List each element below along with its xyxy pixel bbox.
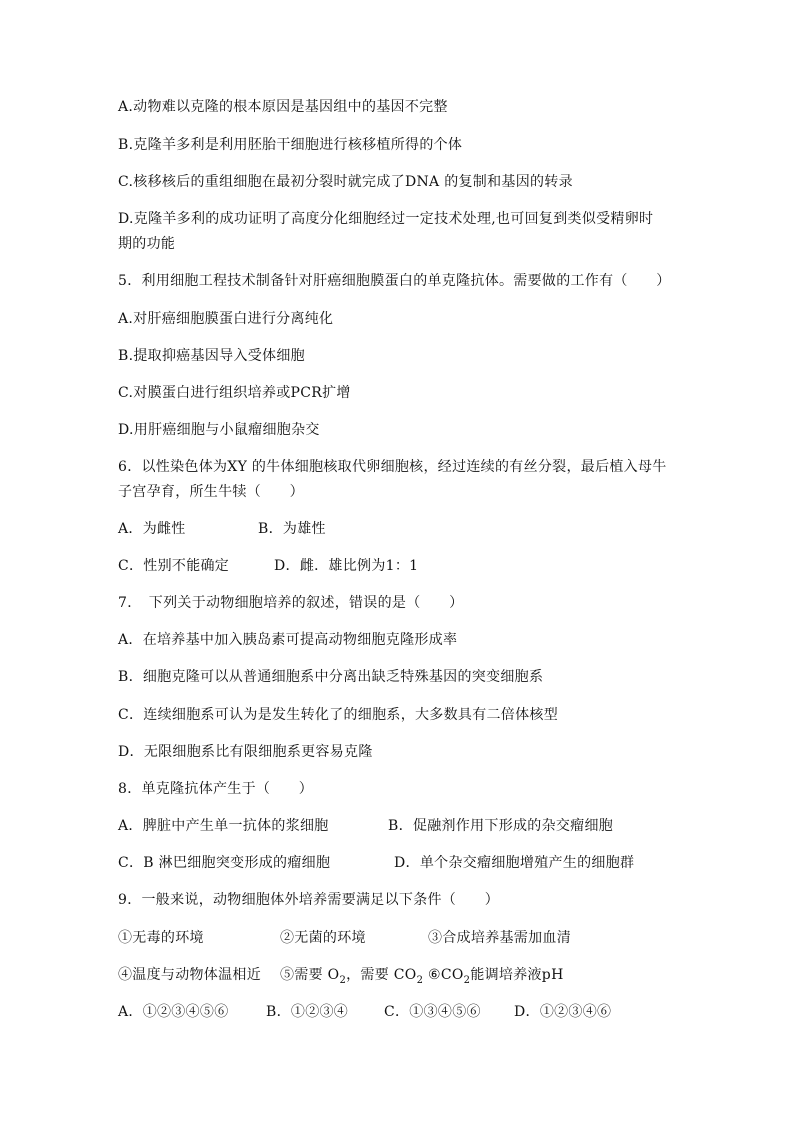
q9-c5-mid: ，需要 CO xyxy=(346,967,417,983)
q4-option-c: C.核移核后的重组细胞在最初分裂时就完成了DNA 的复制和基因的转录 xyxy=(118,174,573,190)
q4-option-b: B.克隆羊多利是利用胚胎干细胞进行核移植所得的个体 xyxy=(118,137,463,153)
q9-c5-sub: 2 xyxy=(339,974,347,986)
q7-option-a: A．在培养基中加入胰岛素可提高动物细胞克隆形成率 xyxy=(118,632,458,648)
q9-option-c: C．①③④⑤⑥ xyxy=(384,1004,481,1020)
q7-option-d: D．无限细胞系比有限细胞系更容易克隆 xyxy=(118,744,373,760)
q9-c6-post: 能调培养液pH xyxy=(470,967,564,983)
q8-option-a: A．脾脏中产生单一抗体的浆细胞 xyxy=(118,818,329,834)
q6-stem-line1: 6．以性染色体为XY 的牛体细胞核取代卵细胞核，经过连续的有丝分裂，最后植入母牛 xyxy=(118,459,667,475)
q8-stem: 8．单克隆抗体产生于（ ） xyxy=(118,781,314,797)
q9-c6-sub: 2 xyxy=(463,974,471,986)
q7-option-c: C．连续细胞系可认为是发生转化了的细胞系，大多数具有二倍体核型 xyxy=(118,707,559,723)
q9-option-a: A．①②③④⑤⑥ xyxy=(118,1004,229,1020)
q6-option-a: A．为雌性 xyxy=(118,521,186,537)
q9-condition-3: ③合成培养基需加血清 xyxy=(428,930,571,946)
q8-option-b: B．促融剂作用下形成的杂交瘤细胞 xyxy=(388,818,614,834)
q9-condition-4: ④温度与动物体温相近 xyxy=(118,967,261,983)
q6-stem-line2: 子宫孕育，所生牛犊（ ） xyxy=(118,484,304,500)
q5-option-d: D.用肝癌细胞与小鼠瘤细胞杂交 xyxy=(118,422,320,438)
q4-option-d-line2: 期的功能 xyxy=(118,236,176,252)
q4-option-d-line1: D.克隆羊多利的成功证明了高度分化细胞经过一定技术处理,也可回复到类似受精卵时 xyxy=(118,211,654,227)
q5-stem: 5．利用细胞工程技术制备针对肝癌细胞膜蛋白的单克隆抗体。需要做的工作有（ ） xyxy=(118,273,671,289)
q5-option-a: A.对肝癌细胞膜蛋白进行分离纯化 xyxy=(118,311,334,327)
q7-stem: 7． 下列关于动物细胞培养的叙述，错误的是（ ） xyxy=(118,595,464,611)
q5-option-c: C.对膜蛋白进行组织培养或PCR扩增 xyxy=(118,385,351,401)
q9-option-b: B．①②③④ xyxy=(266,1004,349,1020)
q4-option-a: A.动物难以克隆的根本原因是基因组中的基因不完整 xyxy=(118,99,448,115)
q9-c6-pre: ⑥CO xyxy=(428,967,464,983)
q9-condition-5 xyxy=(280,965,423,985)
q9-condition-2: ②无菌的环境 xyxy=(280,930,366,946)
q5-option-b: B.提取抑癌基因导入受体细胞 xyxy=(118,348,305,364)
q9-c5-sub2: 2 xyxy=(416,974,424,986)
q6-option-d: D．雌．雄比例为1：1 xyxy=(274,558,419,574)
q7-option-b: B．细胞克隆可以从普通细胞系中分离出缺乏特殊基因的突变细胞系 xyxy=(118,669,544,685)
q8-option-d: D．单个杂交瘤细胞增殖产生的细胞群 xyxy=(394,855,635,871)
q9-option-d: D．①②③④⑥ xyxy=(514,1004,612,1020)
q9-condition-6 xyxy=(428,965,564,985)
q8-option-c: C．B 淋巴细胞突变形成的瘤细胞 xyxy=(118,855,331,871)
q9-c5-pre: ⑤需要 O xyxy=(280,967,340,983)
q9-condition-1: ①无毒的环境 xyxy=(118,930,204,946)
q6-option-b: B．为雄性 xyxy=(258,521,326,537)
q6-option-c: C．性别不能确定 xyxy=(118,558,230,574)
q9-stem: 9．一般来说，动物细胞体外培养需要满足以下条件（ ） xyxy=(118,892,500,908)
